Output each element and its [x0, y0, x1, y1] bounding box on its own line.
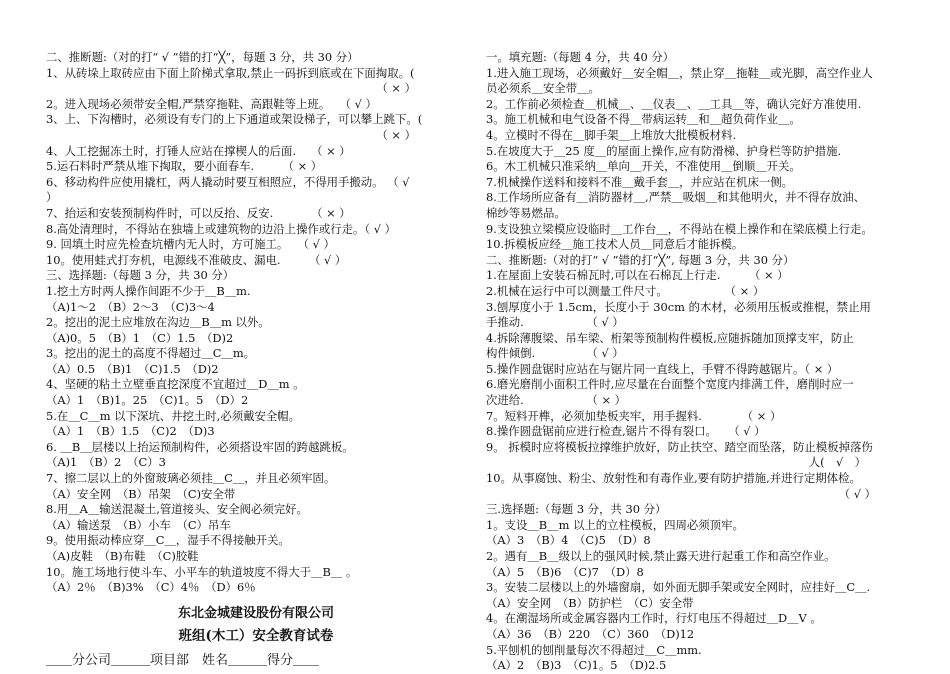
choice-section-header: 三、选择题:（每题 3 分，共 30 分） [46, 268, 235, 283]
fill-item: 6。木工机械只准采纳＿单向＿开关，不准使用＿倒顺＿开关。 [486, 159, 801, 174]
fill-item: 员必须系＿安全带＿。 [486, 81, 600, 96]
choice-options: （A）安全网 （B）吊架 （C)安全带 [46, 486, 236, 501]
choice-question: 9。使用振动棒应穿＿C＿，湿手不得接触开关。 [46, 533, 290, 548]
choice-options: （A）1 （B)1。25 （C)1。5 （D）2 [46, 393, 249, 408]
judge-item: 8.高处清理时，不得站在独墙上或建筑物的边沿上操作或行走。（ √ ） [46, 221, 396, 236]
choice-question: 10。施工场地行使斗车、小平车的轨道坡度不得大于＿B＿ 。 [46, 564, 358, 579]
judge-item: 5.操作圆盘锯时应站在与锯片同一直线上，手臂不得跨越锯片。（ × ） [486, 361, 839, 376]
choice-question: 2。遇有＿B＿级以上的强风时候,禁止露天进行起重工作和高空作业。 [486, 549, 836, 563]
judge-item: 2.机械在运行中可以测量工件尺寸。 （ × ） [486, 283, 765, 298]
choice-question: 1.挖土方时两人操作间距不少于＿B＿m. [46, 283, 251, 298]
choice-options: （A）3 （B）4 （C)5 （D）8 [486, 533, 651, 548]
company-name: 东北金城建设股份有限公司 [177, 605, 334, 621]
judge-item: 10。使用蛙式打夯机，电源线不准破皮、漏电. （ √ ） [46, 252, 347, 267]
judge-item: 9。 拆模时应将模板拉撑维护放好，防止扶空、踏空而坠落，防止模板掉落伤 [486, 439, 873, 454]
judge-item: 8.操作圆盘锯前应进行检查,锯片不得有裂口。 （ √ ） [486, 424, 766, 439]
choice-question: 2。挖出的泥土应堆放在沟边＿B＿m 以外。 [46, 315, 270, 330]
fill-item: 2。工作前必须检查＿机械＿、＿仪表＿、＿工具＿等，确认完好方准使用. [486, 96, 862, 111]
judge-item: 构件倾倒. （ √ ） [486, 346, 624, 361]
judge-item: 4、人工挖掘冻土时，打锤人应站在撑楔人的后面. （ × ） [46, 143, 351, 158]
judge-answer: 人( √ ） [808, 455, 866, 470]
exam-title: 班组(木工）安全教育试卷 [178, 628, 334, 645]
choice-options: （A）36 （B）220 （C）360 （D)12 [486, 626, 695, 641]
choice-options: （A）2 （B)3 （C)1。5 （D)2.5 [486, 658, 667, 673]
choice-question: 5.在＿C＿m 以下深坑、井挖土时,必须戴安全帽。 [46, 408, 301, 423]
judge-item: 5.运石料时严禁从堆下掏取，要小面春车. （ × ） [46, 159, 323, 174]
choice-question: 1。支设＿B＿m 以上的立柱模板，四周必须顶牢。 [486, 517, 744, 532]
choice-options: （A)1～2 （B）2～3 （C)3～4 [46, 299, 215, 314]
choice-question: 5.平刨机的刨削量每次不得超过＿C＿mm. [486, 642, 702, 657]
judge-answer: （ √ ） [838, 486, 876, 501]
judge-item: 3.刨厚度小于 1.5cm，长度小于 30cm 的木材，必须用压板或推棍，禁止用 [486, 299, 871, 314]
left-column [46, 50, 466, 669]
signature-line: ＿＿分公司＿＿＿项目部 姓名＿＿＿得分＿＿ [46, 652, 320, 668]
judge-item: 1.在屋面上安装石棉瓦时,可以在石棉瓦上行走. （ × ） [486, 268, 789, 283]
judge-item: 2。进入现场必须带安全帽,严禁穿拖鞋、高跟鞋等上班。 （ √ ） [46, 96, 377, 111]
fill-section-header: 一。填充题:（每题 4 分，共 40 分） [486, 50, 675, 64]
choice-section-header: 三.选择题:（每题 3 分，共 30 分） [486, 502, 667, 517]
fill-item: 5.在坡度大于＿25 度＿的屋面上操作,应有防滑梯、护身栏等防护措施. [486, 143, 842, 158]
judge-answer: （ × ） [376, 127, 416, 142]
judge-item: 1、从砖垛上取砖应由下面上阶梯式拿取,禁止一码拆到底或在下面掏取。( [46, 65, 415, 80]
fill-item: 9.支设独立梁模应设临时＿工作台＿，不得站在模上操作和在梁底模上行走。 [486, 221, 873, 236]
fill-item: 8.工作场所应备有＿消防器材＿,严禁＿吸烟＿和其他明火，并不得存放油、 [486, 190, 865, 205]
choice-question: 8.用＿A＿输送混凝土,管道接头、安全阀必须完好。 [46, 502, 308, 517]
choice-options: （A）安全网 （B）防护栏 （C）安全带 [486, 595, 694, 610]
choice-question: 4。在潮湿场所或金属容器内工作时，行灯电压不得超过＿D＿V 。 [486, 611, 822, 626]
choice-options: （A）0.5 （B)1 （C)1.5 （D)2 [46, 361, 219, 376]
choice-question: 3。安装二层楼以上的外墙窗扇，如外面无脚手架或安全网时，应挂好＿C＿. [486, 580, 871, 595]
right-column [486, 50, 906, 674]
judge-item: 3、上、下沟槽时，必须设有专门的上下通道或架设梯子，可以攀上跳下。( [46, 112, 423, 127]
judge-section-header: 二、推断题:（对的打“ √ ”错的打“╳”, 每题 3 分，共 30 分） [486, 252, 795, 267]
choice-options: （A）1 （B）1.5 （C)2 （D)3 [46, 424, 215, 439]
judge-item: 4.拆除薄腹梁、吊车梁、桁架等预制构件模板,应随拆随加顶撑支牢，防止 [486, 330, 854, 345]
choice-question: 6. ＿B＿层楼以上抬运预制构件，必须搭设牢固的跨越跳板。 [46, 439, 354, 454]
judge-item: 9. 回填土时应先检查坑槽内无人时，方可施工。 （ √ ） [46, 237, 335, 252]
choice-options: （A)0。5 （B）1 （C）1.5 （D)2 [46, 330, 234, 345]
judge-item: 6.磨光磨削小面积工件时,应尽量在台面整个宽度内排满工件，磨削时应一 [486, 377, 854, 392]
choice-options: （A）5 （B)6 （C)7 （D）8 [486, 564, 644, 579]
judge-item: 7。短料开榫，必须加垫板夹牢，用手握料. （ × ） [486, 408, 782, 423]
fill-item: 棉纱等易燃品。 [486, 205, 566, 220]
fill-item: 10.拆模板应经＿施工技术人员＿同意后才能拆模。 [486, 237, 744, 252]
choice-options: （A)1 （B）2 （C）3 [46, 455, 166, 470]
fill-item: 4。立模时不得在＿脚手架＿上堆放大批模板材料. [486, 127, 737, 142]
judge-answer: （ × ） [376, 81, 416, 96]
fill-item: 1.进入施工现场，必须戴好＿安全帽＿，禁止穿＿拖鞋＿或光脚，高空作业人 [486, 65, 873, 80]
choice-question: 3。挖出的泥土的高度不得超过＿C＿m。 [46, 346, 256, 361]
choice-question: 7、擦二层以上的外窗玻璃必须挂＿C＿，并且必须牢固。 [46, 471, 336, 486]
judge-section-header: 二、推断题:（对的打“ √ ”错的打“╳”，每题 3 分，共 30 分） [46, 50, 359, 64]
choice-options: （A）输送泵 （B）小车 （C）吊车 [46, 517, 231, 532]
choice-options: （A)皮鞋 （B)布鞋 （C)胶鞋 [46, 549, 199, 563]
judge-answer: ） [46, 190, 58, 205]
judge-item: 手推动. （ √ ） [486, 315, 624, 330]
fill-item: 7.机械操作送料和接料不准＿戴手套＿，并应站在机床一侧。 [486, 174, 794, 189]
judge-item: 10。从事腐蚀、粉尘、放射性和有毒作业,要有防护措施,并进行定期体检。 [486, 471, 861, 486]
fill-item: 3。施工机械和电气设备不得＿带病运转＿和＿超负荷作业＿。 [486, 112, 801, 127]
choice-question: 4、坚硬的粘土立壁垂直挖深度不宜超过＿D＿m 。 [46, 377, 305, 392]
judge-item: 7、抬运和安装预制构件时，可以反抬、反安. （ × ） [46, 205, 351, 220]
judge-item: 6、移动构件应使用撬杠，两人撬动时要互相照应，不得用手搬动。 （ √ [46, 174, 410, 189]
choice-options: （A）2％ （B)3% （C）4％ （D）6％ [46, 580, 256, 595]
judge-item: 次进给. （ × ） [486, 393, 627, 408]
